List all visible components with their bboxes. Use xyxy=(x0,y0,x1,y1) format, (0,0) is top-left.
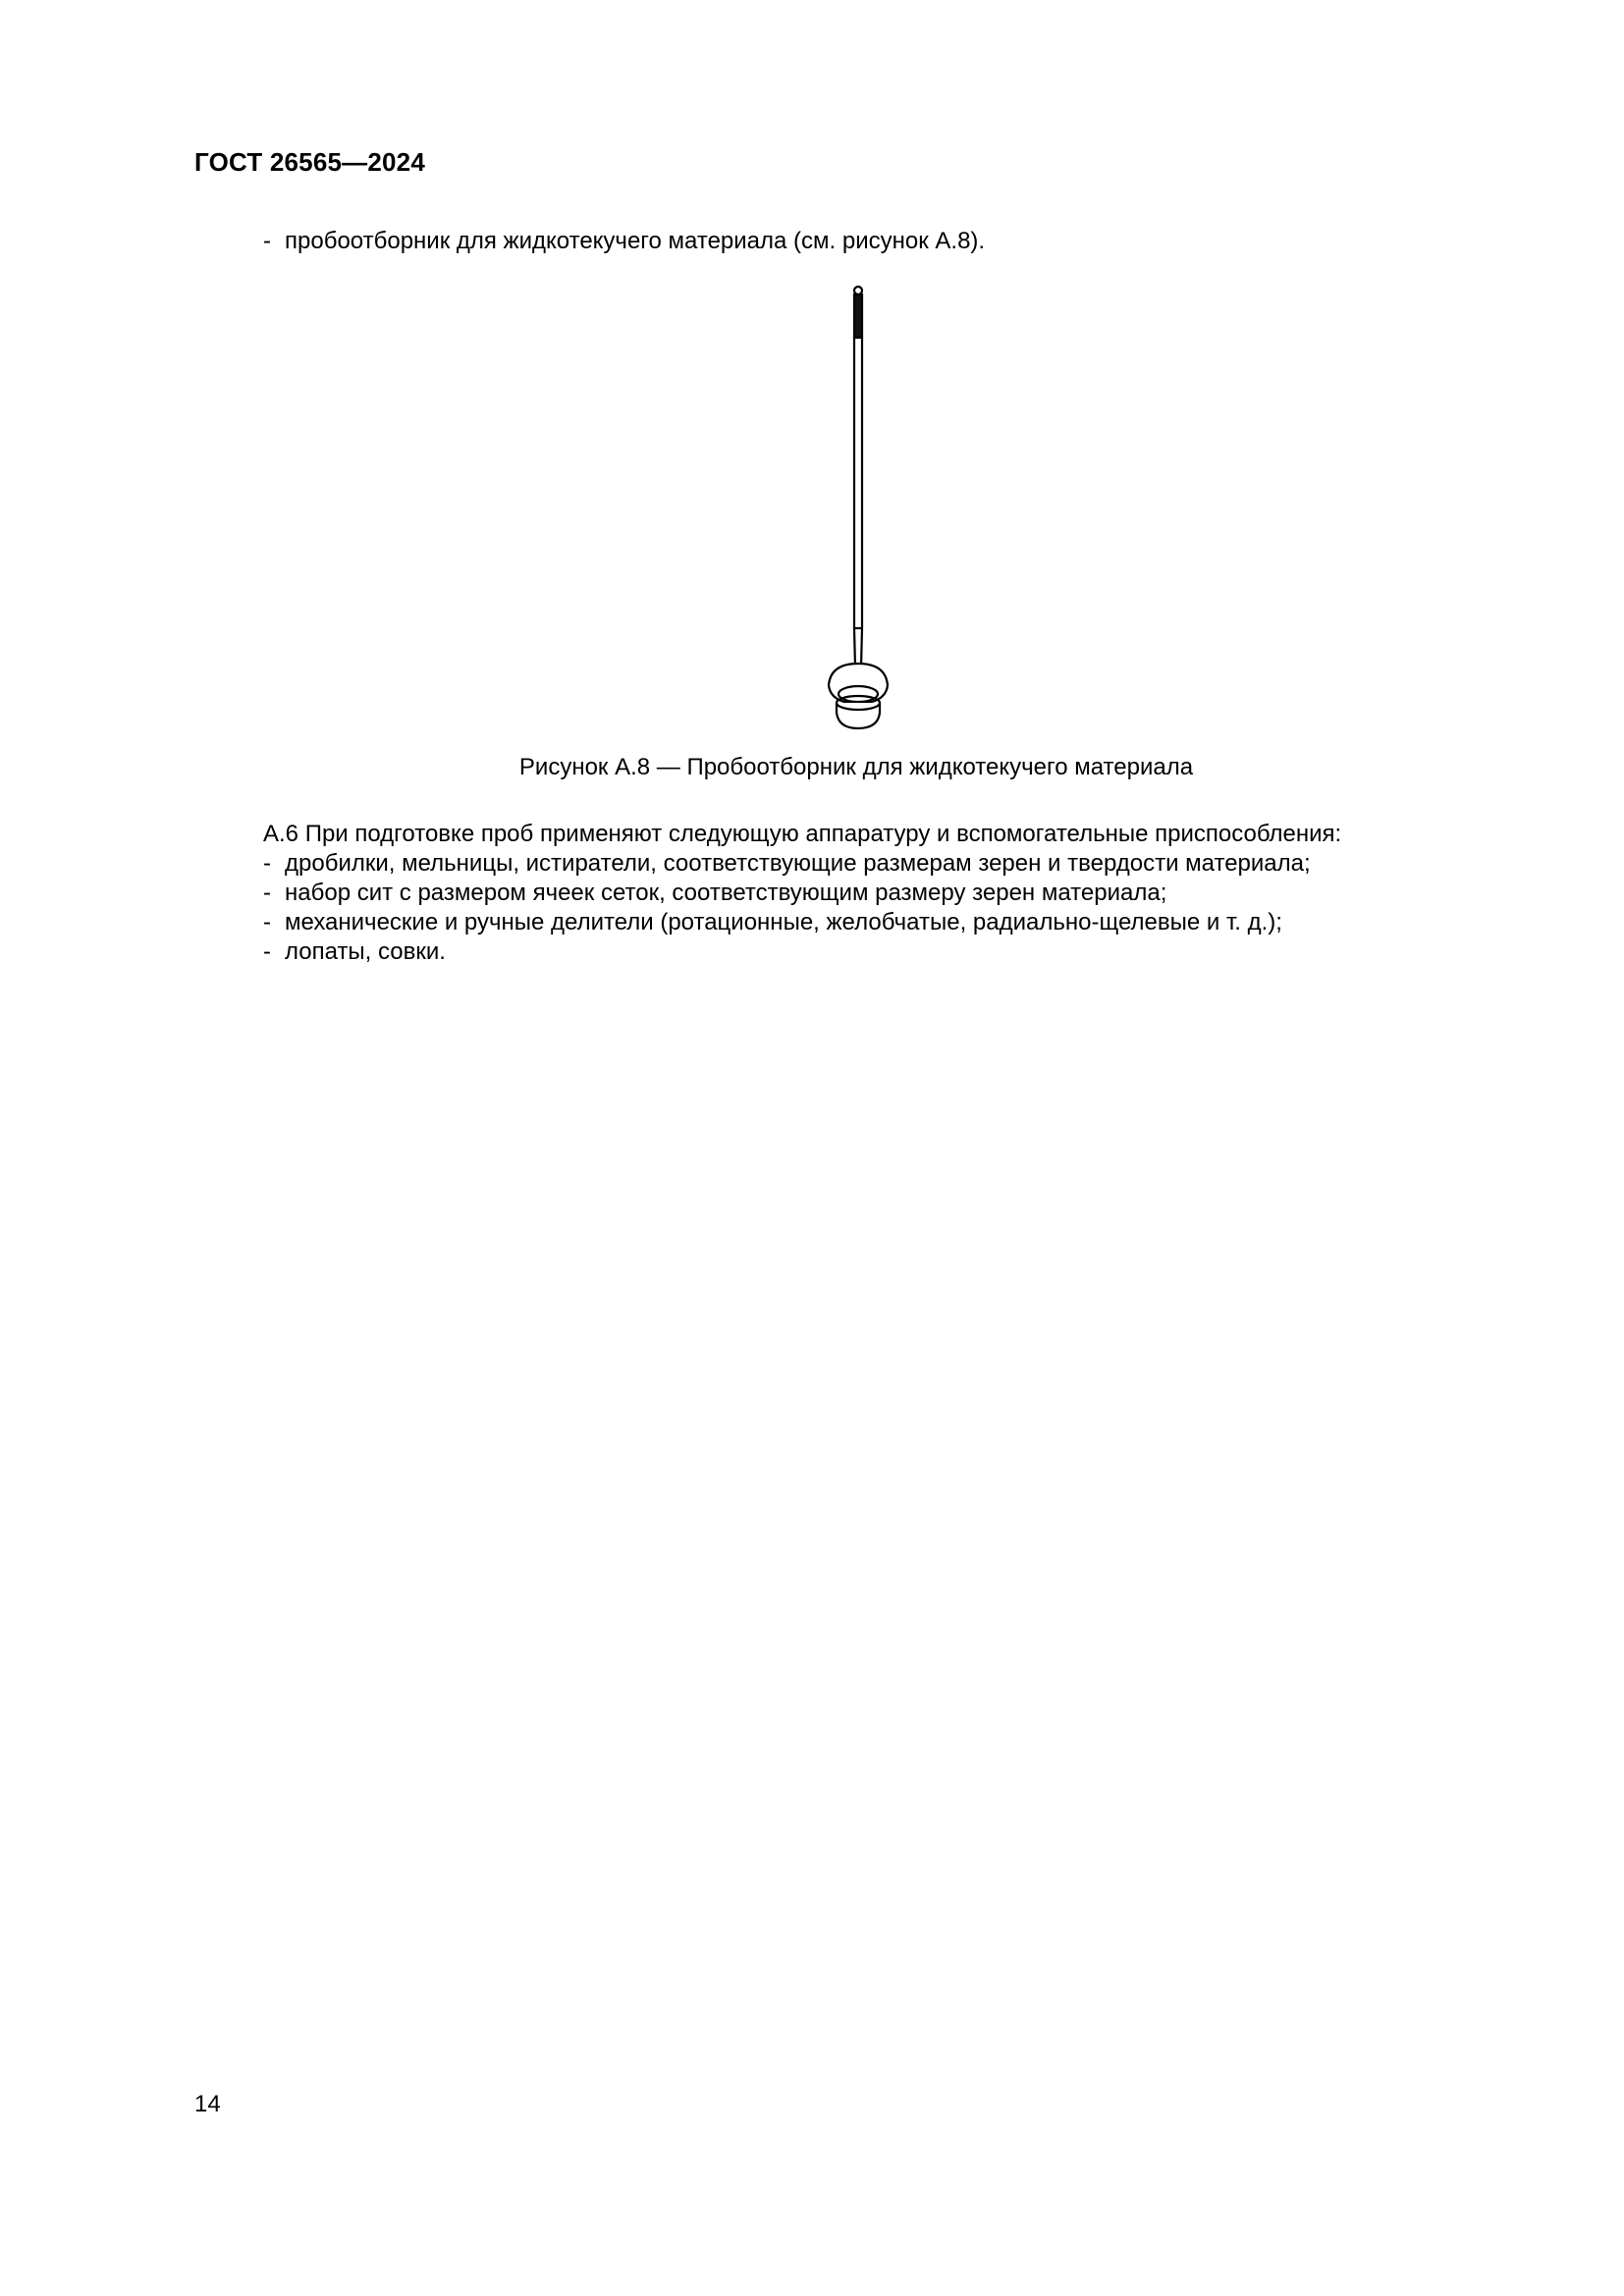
list-item-text: механические и ручные делители (ротационные, желобчатые, радиально-щелевые и т. д.); xyxy=(285,909,1282,935)
figure-caption xyxy=(0,754,1624,781)
list-dash: - xyxy=(263,850,271,877)
list-item-text: лопаты, совки. xyxy=(285,938,446,965)
figure-caption-text: Рисунок А.8 — Пробоотборник для жидкотекучего материала xyxy=(518,754,1194,780)
list-item-text: дробилки, мельницы, истиратели, соответствующие размерам зерен и твердости материала; xyxy=(285,850,1311,877)
sampler-top-knob xyxy=(854,287,862,294)
list-dash: - xyxy=(263,880,271,906)
document-header: ГОСТ 26565—2024 xyxy=(194,147,425,177)
list-item xyxy=(263,880,1166,907)
list-item xyxy=(263,909,1282,936)
sampler-opening xyxy=(839,686,878,702)
liquid-sampler-figure xyxy=(766,275,952,736)
list-item xyxy=(263,850,1311,878)
sampler-grip xyxy=(854,294,862,338)
sampler-stem-left xyxy=(854,628,855,667)
list-item-text: набор сит с размером ячеек сеток, соответствующим размеру зерен материала; xyxy=(285,880,1167,906)
list-dash: - xyxy=(263,228,271,254)
list-dash: - xyxy=(263,909,271,935)
section-paragraph: А.6 При подготовке проб применяют следующую аппаратуру и вспомогательные приспособления: xyxy=(263,821,1342,847)
list-item xyxy=(263,228,985,255)
list-dash: - xyxy=(263,938,271,965)
page-number: 14 xyxy=(194,2091,221,2117)
list-item xyxy=(263,938,446,966)
list-item-text: пробоотборник для жидкотекучего материала (см. рисунок А.8). xyxy=(285,228,986,254)
sampler-stem-right xyxy=(861,628,862,667)
